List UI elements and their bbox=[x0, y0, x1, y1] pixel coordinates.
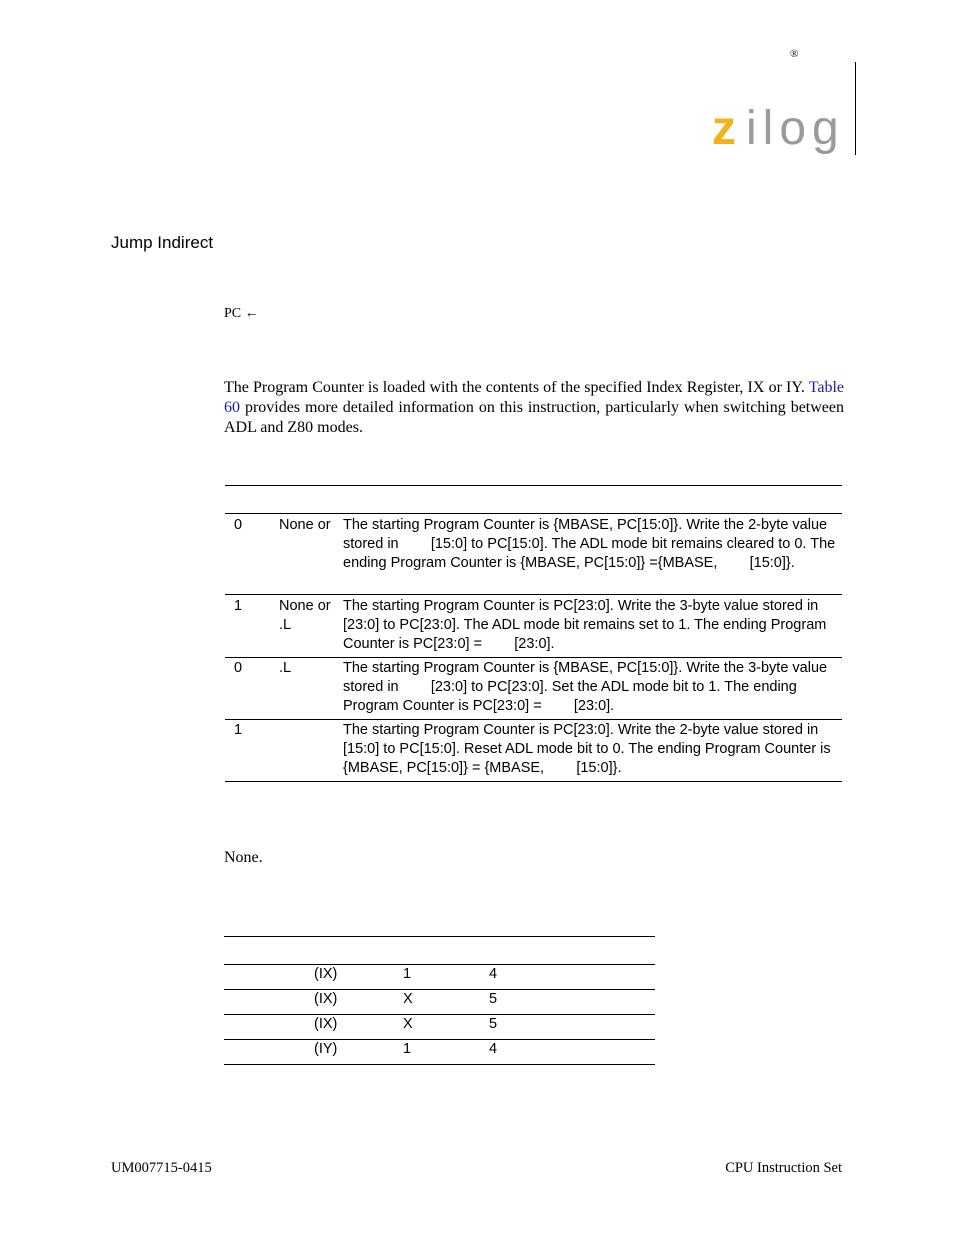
operation-formula: PC ← bbox=[224, 306, 259, 321]
cycles-cell: 4 bbox=[489, 1041, 498, 1057]
adl-cell: 0 bbox=[234, 660, 243, 676]
table-rule bbox=[225, 657, 842, 658]
table-rule bbox=[224, 989, 655, 990]
suffix-cell: None or bbox=[279, 517, 331, 533]
table-rule bbox=[225, 513, 842, 514]
operand-cell: (IY) bbox=[314, 1041, 338, 1057]
description-cell: The starting Program Counter is PC[23:0]. Write the 2-byte value stored in [15:0] to PC[15:0]. Reset ADL mode bit to 0. The ending Program Counter is {MBASE, PC[15:0]} = {MBASE, [15:0]}. bbox=[343, 722, 851, 776]
operand-cell: (IX) bbox=[314, 991, 338, 1007]
suffix-cell: None or .L bbox=[279, 598, 331, 633]
svg-text:ilog: ilog bbox=[746, 104, 845, 155]
table-rule bbox=[224, 1014, 655, 1015]
table-rule bbox=[225, 781, 842, 782]
adl-cell: 1 bbox=[403, 1041, 412, 1057]
header-divider bbox=[855, 62, 856, 155]
cycles-cell: 5 bbox=[489, 1016, 498, 1032]
adl-cell: 1 bbox=[403, 966, 412, 982]
cycles-cell: 5 bbox=[489, 991, 498, 1007]
table-rule bbox=[225, 594, 842, 595]
description-cell: The starting Program Counter is {MBASE, PC[15:0]}. Write the 3-byte value stored in [23:0] to PC[23:0]. Set the ADL mode bit to 1. The ending Program Counter is PC[23:0] = [23:0]. bbox=[343, 660, 832, 714]
table-rule bbox=[224, 936, 655, 937]
section-title: Jump Indirect bbox=[111, 233, 214, 252]
description-text: The Program Counter is loaded with the contents of the specified Index Register, IX or IY. bbox=[224, 379, 805, 396]
footer-doc-id: UM007715-0415 bbox=[111, 1160, 212, 1176]
description-cell: The starting Program Counter is {MBASE, PC[15:0]}. Write the 2-byte value stored in [15:0] to PC[15:0]. The ADL mode bit remains cleared to 0. The ending Program Counter is {MBASE, PC[15:0]} ={MBASE, [15:0]}. bbox=[343, 517, 840, 571]
zilog-logo-graphic bbox=[712, 104, 852, 160]
description-cell: The starting Program Counter is PC[23:0]. Write the 3-byte value stored in [23:0] to PC[23:0]. The ADL mode bit remains set to 1. The ending Program Counter is PC[23:0] = [23:0]. bbox=[343, 598, 851, 652]
registered-mark: ® bbox=[790, 48, 799, 60]
adl-cell: X bbox=[403, 1016, 413, 1032]
svg-text:z: z bbox=[712, 104, 736, 155]
description-text-continued: provides more detailed information on this instruction, particularly when switching between ADL and Z80 modes. bbox=[224, 399, 844, 436]
operand-cell: (IX) bbox=[314, 1016, 338, 1032]
table-60-link[interactable]: Table 60 bbox=[224, 379, 844, 416]
cycles-cell: 4 bbox=[489, 966, 498, 982]
zilog-logo bbox=[712, 104, 852, 160]
operand-cell: (IX) bbox=[314, 966, 338, 982]
adl-cell: X bbox=[403, 991, 413, 1007]
footer-section-name: CPU Instruction Set bbox=[725, 1160, 842, 1176]
table-rule bbox=[224, 1039, 655, 1040]
table-rule bbox=[225, 485, 842, 486]
table-rule bbox=[225, 719, 842, 720]
adl-cell: 1 bbox=[234, 722, 243, 738]
description-paragraph bbox=[224, 378, 844, 438]
adl-cell: 0 bbox=[234, 517, 243, 533]
suffix-cell: .L bbox=[279, 660, 292, 676]
adl-cell: 1 bbox=[234, 598, 243, 614]
condition-bits-text: None. bbox=[224, 849, 263, 866]
table-rule bbox=[224, 1064, 655, 1065]
table-rule bbox=[224, 964, 655, 965]
